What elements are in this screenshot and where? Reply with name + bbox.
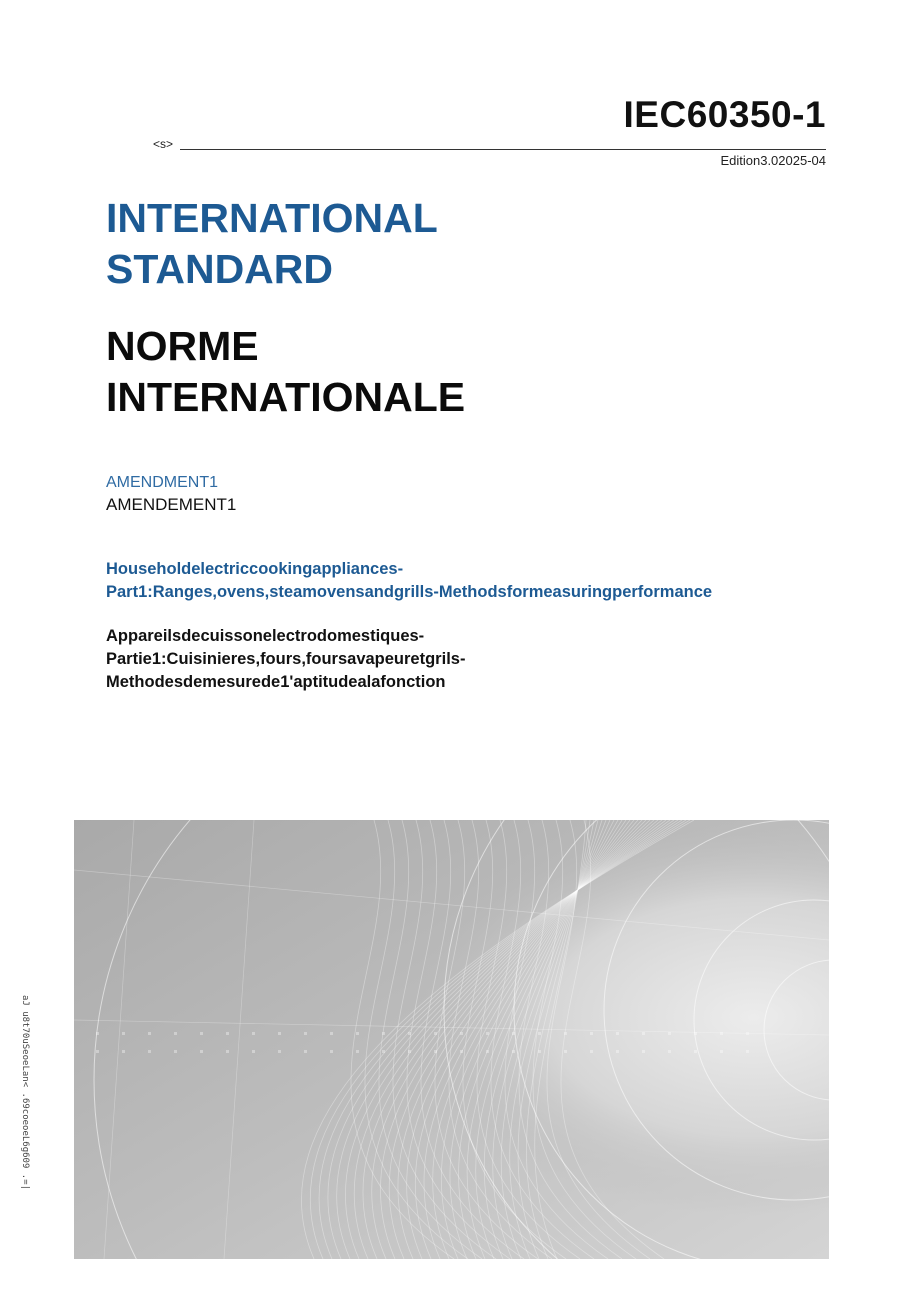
- dot-mark: [668, 1050, 671, 1053]
- title-fr-line2: INTERNATIONALE: [106, 374, 466, 420]
- amendment-en: AMENDMENT1: [106, 474, 219, 491]
- amendment-fr: AMENDEMENT1: [106, 495, 237, 514]
- title-fr-line1: NORME: [106, 323, 259, 369]
- dot-mark: [434, 1050, 437, 1053]
- dot-mark: [122, 1032, 125, 1035]
- dot-mark: [590, 1050, 593, 1053]
- dot-mark: [226, 1050, 229, 1053]
- dot-mark: [278, 1050, 281, 1053]
- dot-mark: [408, 1050, 411, 1053]
- dot-mark: [408, 1032, 411, 1035]
- dot-mark: [356, 1032, 359, 1035]
- dot-mark: [512, 1032, 515, 1035]
- dot-mark: [538, 1050, 541, 1053]
- dot-mark: [642, 1032, 645, 1035]
- title-en-line1: INTERNATIONAL: [106, 195, 438, 241]
- dot-mark: [356, 1050, 359, 1053]
- dot-mark: [96, 1032, 99, 1035]
- dot-mark: [512, 1050, 515, 1053]
- dot-mark: [564, 1050, 567, 1053]
- dot-mark: [252, 1032, 255, 1035]
- dot-mark: [564, 1032, 567, 1035]
- header-rule: [180, 149, 826, 150]
- dot-mark: [122, 1050, 125, 1053]
- dot-mark: [382, 1032, 385, 1035]
- dot-mark: [616, 1050, 619, 1053]
- dot-mark: [304, 1032, 307, 1035]
- standard-number: IEC60350-1: [623, 94, 826, 135]
- dot-mark: [252, 1050, 255, 1053]
- dot-mark: [200, 1032, 203, 1035]
- dot-mark: [720, 1050, 723, 1053]
- side-reference-text: aJ u8t70uSeoeLan< .69coeoeL6g609 .=|: [20, 995, 30, 1191]
- dot-mark: [148, 1032, 151, 1035]
- dot-mark: [538, 1032, 541, 1035]
- dot-mark: [460, 1050, 463, 1053]
- title-en-line2: STANDARD: [106, 246, 334, 292]
- dot-mark: [330, 1050, 333, 1053]
- dot-mark: [148, 1050, 151, 1053]
- dot-mark: [174, 1050, 177, 1053]
- dot-mark: [200, 1050, 203, 1053]
- tag-marker: <s>: [153, 137, 174, 151]
- dot-mark: [642, 1050, 645, 1053]
- dot-mark: [668, 1032, 671, 1035]
- dot-mark: [720, 1032, 723, 1035]
- dot-mark: [96, 1050, 99, 1053]
- dot-mark: [174, 1032, 177, 1035]
- dot-mark: [304, 1050, 307, 1053]
- subtitle-fr-line3: Methodesdemesurede1'aptitudealafonction: [106, 673, 446, 691]
- dot-mark: [616, 1032, 619, 1035]
- dot-mark: [278, 1032, 281, 1035]
- dot-mark: [330, 1032, 333, 1035]
- dot-mark: [590, 1032, 593, 1035]
- dot-mark: [382, 1050, 385, 1053]
- dot-mark: [460, 1032, 463, 1035]
- dot-mark: [746, 1050, 749, 1053]
- dot-mark: [694, 1050, 697, 1053]
- subtitle-en-line2: Part1:Ranges,ovens,steamovensandgrills-Methodsformeasuringperformance: [106, 583, 713, 601]
- dot-mark: [226, 1032, 229, 1035]
- edition-label: Edition3.02025-04: [720, 153, 826, 168]
- cover-art-image: [74, 820, 829, 1259]
- dot-mark: [486, 1050, 489, 1053]
- dot-mark: [486, 1032, 489, 1035]
- dot-mark: [434, 1032, 437, 1035]
- subtitle-fr-line2: Partie1:Cuisinieres,fours,foursavapeuretgrils-: [106, 650, 466, 668]
- subtitle-fr-line1: Appareilsdecuissonelectrodomestiques-: [106, 627, 425, 645]
- subtitle-en-line1: Householdelectriccookingappliances-: [106, 560, 404, 578]
